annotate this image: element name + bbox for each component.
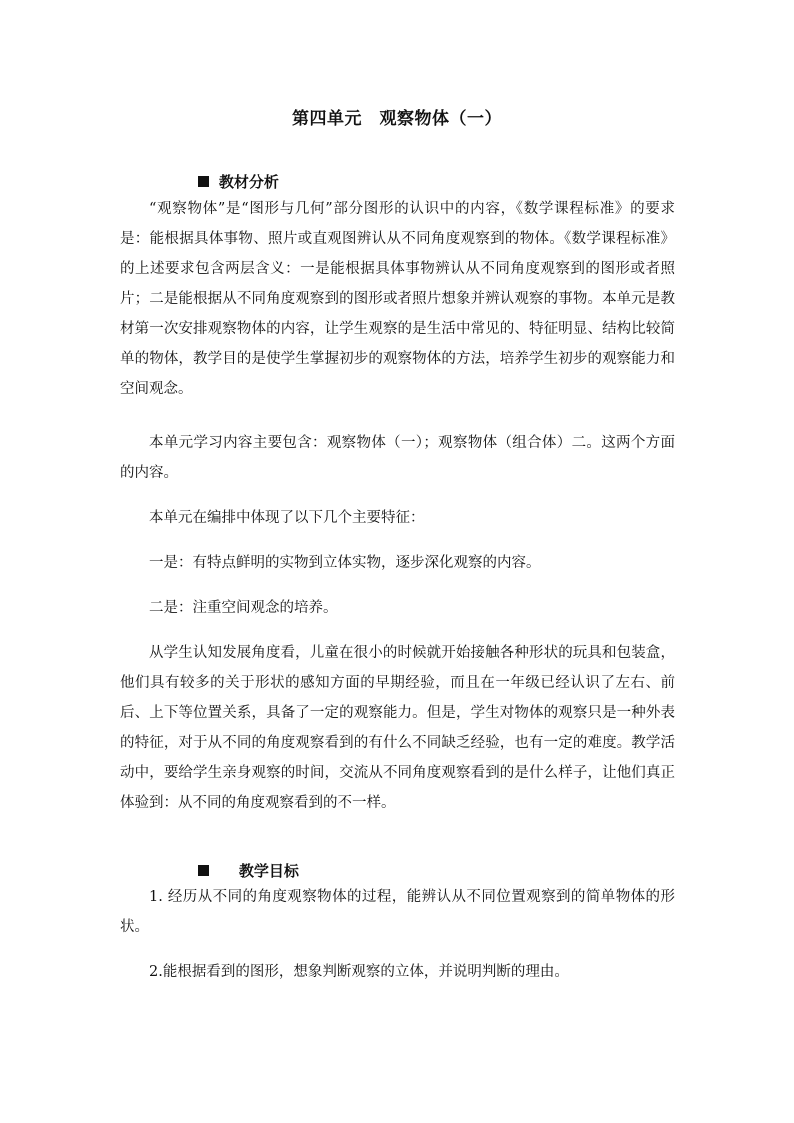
paragraph: 从学生认知发展角度看，儿童在很小的时候就开始接触各种形状的玩具和包装盒，他们具有较多的关于形状的感知方面的早期经验，而且在一年级已经认识了左右、前后、上下等位置关系，具备了一定的观察能力。但是，学生对物体的观察只是一种外表的特征，对于从不同的角度观察看到的有什么不同缺乏经验，也有一定的难度。教学活动中，要给学生亲身观察的时间，交流从不同角度观察看到的是什么样子，让他们真正体验到：从不同的角度观察看到的不一样。	[120, 645, 675, 811]
square-bullet-icon	[198, 865, 209, 876]
paragraph: 二是：注重空间观念的培养。	[149, 600, 338, 616]
paragraph: “观察物体”是“图形与几何”部分图形的认识中的内容，《数学课程标准》的要求是：能根据具体事物、照片或直观图辨认从不同角度观察到的物体。《数学课程标准》的上述要求包含两层含义：一是能根据具体事物辨认从不同角度观察到的图形或者照片；二是能根据从不同角度观察到的图形或者照片想象并辨认观察的事物。本单元是教材第一次安排观察物体的内容，让学生观察的是生活中常见的、特征明显、结构比较简单的物体，教学目的是使学生掌握初步的观察物体的方法，培养学生初步的观察能力和空间观念。	[120, 201, 675, 397]
paragraph: 本单元在编排中体现了以下几个主要特征：	[149, 510, 425, 526]
paragraph: 一是：有特点鲜明的实物到立体实物，逐步深化观察的内容。	[149, 555, 541, 571]
section-heading-label: 教学目标	[238, 862, 299, 880]
square-bullet-icon	[198, 176, 209, 187]
paragraph: 1. 经历从不同的角度观察物体的过程，能辨认从不同位置观察到的简单物体的形状。	[120, 889, 675, 935]
section-heading-label: 教材分析	[218, 173, 279, 191]
paragraph: 本单元学习内容主要包含：观察物体（一）；观察物体（组合体）二。这两个方面的内容。	[120, 435, 675, 481]
paragraph: 2.能根据看到的图形，想象判断观察的立体，并说明判断的理由。	[149, 964, 569, 980]
page-title: 第四单元 观察物体（一）	[292, 109, 502, 129]
